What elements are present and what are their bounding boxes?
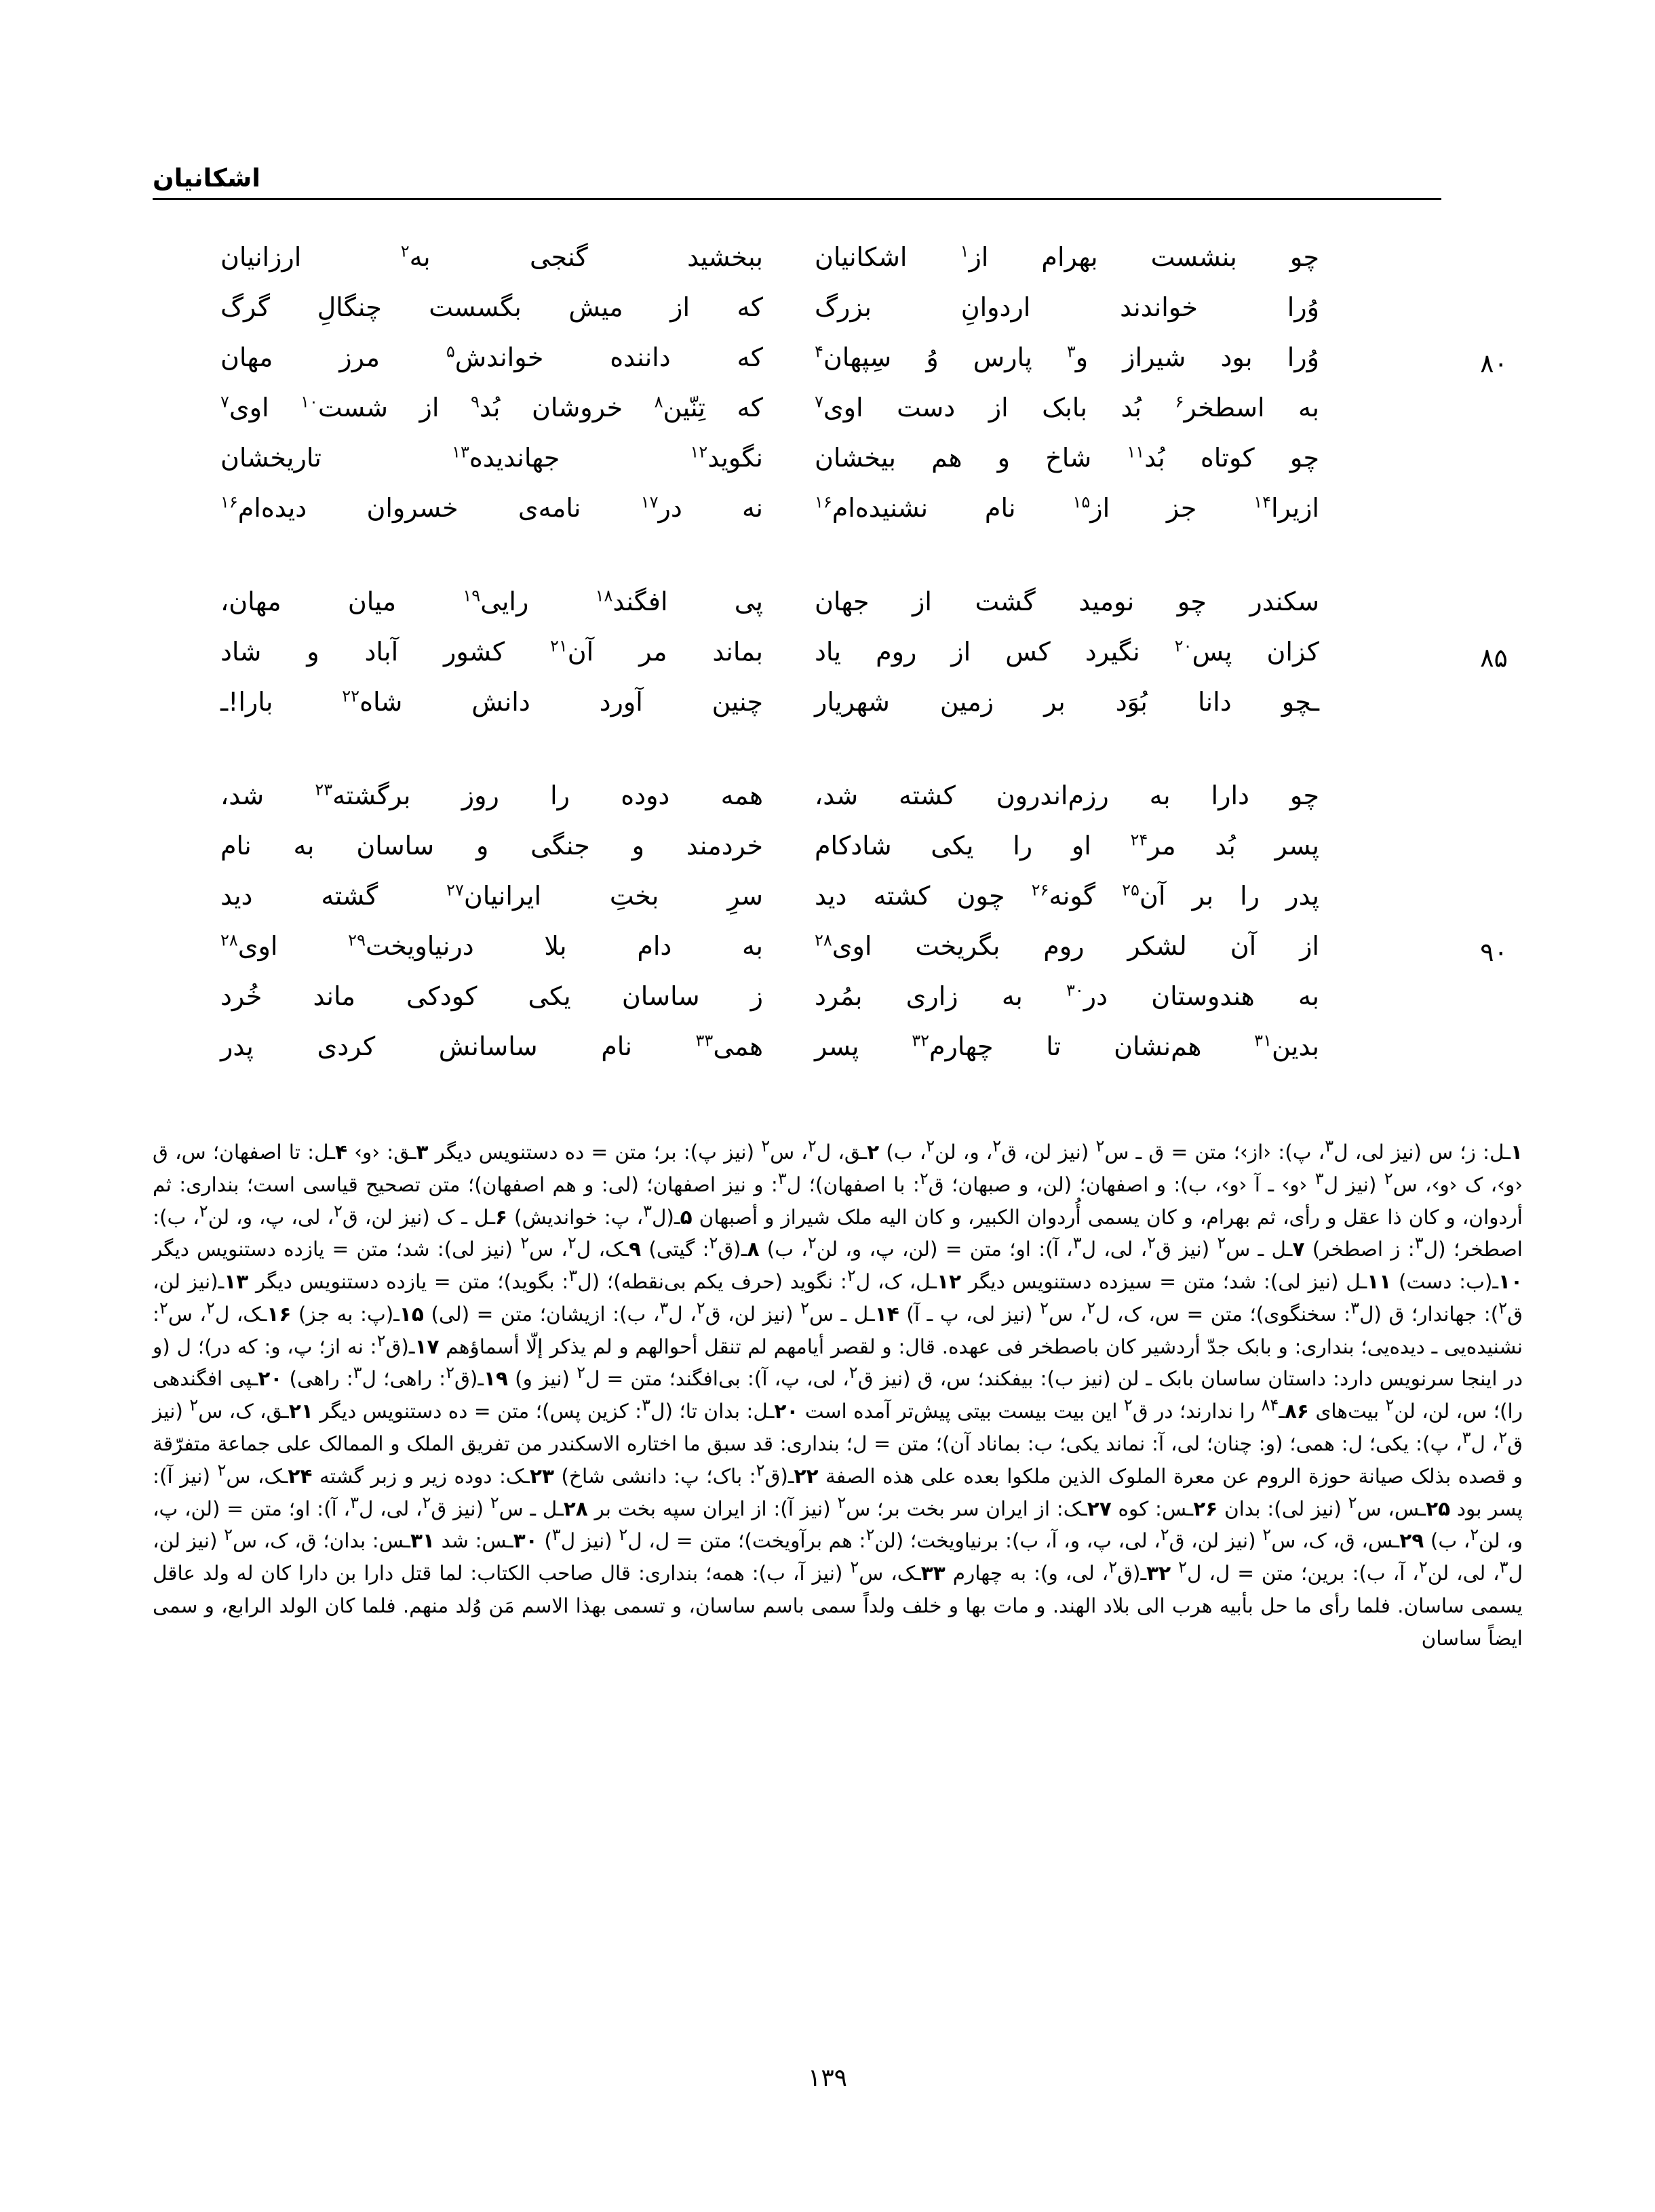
footnote-text: ۱ـل: ز؛ س (نیز لی، ل$^۳$، پ): ‌‹از›؛ متن = ق ـ س$^۲$ (نیز لن، ق$^۲$، و، لن$^۲$، ب) ۲ـق، ل$^۲$، س$^۲$ (نیز پ): بر؛ متن = ده دستنویس دیگر ۳ـق: ‹و› ۴ـل: تا اصفهان؛ س، ق ‹و›، ک ‹و›، س$^۲$ (نیز ل$^۳$ ‹و› ـ آ ‹و›، ب): و اصفهان؛ (لن، و صبهان؛ ق$^۲$: با اصفهان)؛ ل$^۳$: و نیز اصفهان؛ (لی: و هم اصفهان)؛ متن تصحیح قیاسی است؛ بنداری: ثم أردوان، و کان ذا عقل و رأی، ثم بهرام، و کان یسمی أُردوان الکبیر، و کان الیه ملک شیراز و أصبهان ۵ـ(ل$^۳$، پ: خواندیش) ۶ـل ـ ک (نیز لن، ق$^۲$، لی، پ، و، لن$^۲$، ب): اصطخر؛ (ل$^۳$: ز اصطخر) ۷ـل ـ س$^۲$ (نیز ق$^۲$، لی، ل$^۳$، آ): او؛ متن = (لن، پ، و، لن$^۲$، ب) ۸ـ(ق$^۲$: گیتی) ۹ـک، ل$^۲$، س$^۲$ (نیز لی): شد؛ متن = یازده دستنویس دیگر ۱۰ـ(ب: دست) ۱۱ـل (نیز لی): شد؛ متن = سیزده دستنویس دیگر ۱۲ـل، ک، ل$^۲$: نگوید (حرف یکم بی‌نقطه)؛ (ل$^۳$: بگوید)؛ متن = یازده دستنویس دیگر ۱۳ـ(نیز لن، ق$^۲$): جهاندار؛ ق (ل$^۳$: سخنگوی)؛ متن = س، ک، ل$^۲$، س$^۲$ (نیز لی، پ ـ آ) ۱۴ـل ـ س$^۲$ (نیز لن، ق$^۲$، ل$^۳$، ب): ازیشان؛ متن = (لی) ۱۵ـ(پ: به جز) ۱۶ـک، ل$^۲$، س$^۲$: نشنیده‌یی ـ دیده‌یی؛ بنداری: و بابک جدّ أردشیر کان باصطخر فی عهده. قال: و لقصر أیامهم لم تنقل أحوالهم و لم یذکر إلّا أسماؤهم ۱۷ـ(ق$^۲$: نه از؛ پ، و: که در)؛ ل (و در اینجا سرنویس دارد: داستان ساسان بابک ـ لن (نیز ب): بیفکند؛ س، ق (نیز ق$^۲$، لی، پ، آ): بی‌افگند؛ متن = ل$^۲$ (نیز و) ۱۹ـ(ق$^۲$: راهی؛ ل$^۳$: راهی) ۲۰ـپی افگندهی را)؛ س، لن، لن$^۲$ بیت‌های ۸۶ـ$^{۸۴}$ را ندارند؛ در ق$^۲$ این بیت بیست بیتی پیش‌تر آمده است ۲۰ـل: بدان تا؛ (ل$^۳$: کزین پس)؛ متن = ده دستنویس دیگر ۲۱ـق، ک، س$^۲$ (نیز ق$^۲$، ل$^۳$، پ): یکی؛ ل: همی؛ (و: چنان؛ لی، آ: نماند یکی؛ ب: بماناد آن)؛ متن = ل؛ بنداری: قد سبق ما اختاره الاسکندر من تفریق الملک و الممالک علی جماعة متفرّقة و قصده بذلک صیانة حوزة الروم عن معرة الملوک الذین ملکوا بعده علی هذه الصفة ۲۲ـ(ق$^۲$: باک؛ پ: دانشی شاخ) ۲۳ـک: دوده زیر و زبر گشته ۲۴ـک، س$^۲$ (نیز آ): پسر بود ۲۵ـس، س$^۲$ (نیز لی): بدان ۲۶ـس: کوه ۲۷ـک: از ایران سر بخت بر؛ س$^۲$ (نیز آ): از ایران سپه بخت بر ۲۸ـل ـ س$^۲$ (نیز ق$^۲$، لی، ل$^۳$، آ): او؛ متن = (لن، پ، و، لن$^۲$، ب) ۲۹ـس، ق، ک، س$^۲$ (نیز لن، ق$^۲$، لی، پ، و، آ، ب): برنیاویخت؛ (لن$^۲$: هم برآویخت)؛ متن = ل، ل$^۲$ (نیز ل$^۳$) ۳۰ـس: شد ۳۱ـس: بدان؛ ق، ک، س$^۲$ (نیز لن، ل$^۳$، لی، لن$^۲$، آ، ب): برین؛ متن = ل، ل$^۲$ ۳۲ـ(ق$^۲$، لی، و): به چهارم ۳۳ـک، س$^۲$ (نیز آ، ب): همه؛ بنداری: قال صاحب الکتاب: لما قتل دارا بن دارا کان له ولد عاقل یسمی ساسان. فلما رأی ما حل بأبیه هرب الی بلاد الهند. و مات بها و خلف ولداً سمی باسم ساسان، و تسمی بهذا الاسم مَن وُلد منهم. فلما کان الولد الرابع، و سمی ایضاً ساسان <box>153 1137 1523 1650</box>
running-head-title: اشکانیان <box>153 163 260 193</box>
hemistich-right: وُرا بود شیراز و$^۳$ پارس وُ سِپهان$^۴$ <box>815 342 1319 372</box>
verse-line <box>153 342 1508 395</box>
hemistich-right: کزان پس$^{۲۰}$ نگیرد کس از روم یاد <box>815 636 1319 667</box>
hemistich-left: پی افگند$^{۱۸}$ رایی$^{۱۹}$ میان مهان، <box>220 586 763 616</box>
hemistich-right: چو دارا به رزم‌اندرون کشته شد، <box>815 781 1319 810</box>
hemistich-left: همی$^{۳۳}$ نام ساسانش کردی پدر <box>220 1031 763 1061</box>
hemistich-right: وُرا خواندند اردوانِ بزرگ <box>815 292 1319 322</box>
hemistich-left: به دام بلا درنیاویخت$^{۲۹}$ اوی$^{۲۸}$ <box>220 930 764 961</box>
hemistich-right: چو کوتاه بُد$^{۱۱}$ شاخ و هم بیخشان <box>815 442 1319 473</box>
verse-block <box>153 780 1508 1084</box>
verse-number: ۸۰ <box>1480 349 1508 378</box>
verse-block <box>153 586 1508 739</box>
verse-line <box>153 492 1441 545</box>
verse-number: ۸۵ <box>1480 643 1508 673</box>
verse-line <box>153 392 1441 445</box>
verse-line <box>153 983 1441 1033</box>
hemistich-right: ازیرا$^{۱۴}$ جز از$^{۱۵}$ نام نشنیده‌ام$^{۱۶}$ <box>815 492 1319 523</box>
hemistich-left: بماند مر آن$^{۲۱}$ کشور آباد و شاد <box>220 636 763 667</box>
hemistich-right: پسر بُد مر$^{۲۴}$ او را یکی شادکام <box>815 830 1319 861</box>
hemistich-right: ـچو دانا بُوَد بر زمین شهریار <box>815 687 1319 717</box>
verse-line <box>153 880 1441 933</box>
hemistich-left: سرِ بختِ ایرانیان$^{۲۷}$ گشته دید <box>220 880 763 911</box>
hemistich-left: چنین آورد دانش شاه$^{۲۲}$ بارا!ـ <box>220 686 763 717</box>
hemistich-right: بدین$^{۳۱}$ هم‌نشان تا چهارم$^{۳۲}$ پسر <box>815 1031 1319 1061</box>
verse-line <box>153 294 1441 344</box>
verse-line <box>153 830 1441 883</box>
hemistich-right: از آن لشکر روم بگریخت اوی$^{۲۸}$ <box>815 930 1319 961</box>
verse-number: ۹۰ <box>1480 937 1508 967</box>
header-rule <box>153 198 1441 200</box>
verse-line <box>153 780 1441 833</box>
footnote-area <box>153 1137 1523 1655</box>
hemistich-left: که از میش بگسست چنگالِ گرگ <box>220 292 763 322</box>
page-header <box>153 139 1441 200</box>
hemistich-right: به اسطخر$^۶$ بُد بابک از دست اوی$^۷$ <box>815 392 1320 422</box>
verse-area <box>153 241 1508 1127</box>
hemistich-left: ببخشید گنجی به$^۲$ ارزانیان <box>220 241 763 272</box>
verse-line <box>153 442 1441 495</box>
hemistich-right: به هندوستان در$^{۳۰}$ به زاری بمُرد <box>815 981 1319 1011</box>
hemistich-left: ز ساسان یکی کودکی ماند خُرد <box>220 981 763 1011</box>
verse-line <box>153 1033 1441 1084</box>
hemistich-left: خردمند و جنگی و ساسان به نام <box>220 831 763 861</box>
verse-line <box>153 930 1508 983</box>
hemistich-left: نگوید$^{۱۲}$ جهاندیده$^{۱۳}$ تاریخشان <box>220 442 763 473</box>
hemistich-left: که داننده خواندش$^۵$ مرز مهان <box>220 342 764 372</box>
hemistich-left: که تِنّین$^۸$ خروشان بُد$^۹$ از شست$^{۱۰}$ اوی$^۷$ <box>220 392 764 422</box>
verse-line <box>153 686 1441 739</box>
verse-line <box>153 586 1441 639</box>
hemistich-left: همه دوده را روز برگشته$^{۲۳}$ شد، <box>220 780 763 810</box>
verse-block <box>153 241 1508 545</box>
hemistich-right: چو بنشست بهرام از$^۱$ اشکانیان <box>815 241 1319 272</box>
hemistich-right: پدر را بر آن$^{۲۵}$ گونه$^{۲۶}$ چون کشته دید <box>815 880 1319 911</box>
hemistich-left: نه در$^{۱۷}$ نامه‌ی خسروان دیده‌ام$^{۱۶}$ <box>220 492 763 523</box>
page-number: ۱۳۹ <box>807 2064 847 2092</box>
hemistich-right: سکندر چو نومید گشت از جهان <box>815 587 1319 616</box>
verse-line <box>153 241 1441 294</box>
verse-line <box>153 636 1508 689</box>
